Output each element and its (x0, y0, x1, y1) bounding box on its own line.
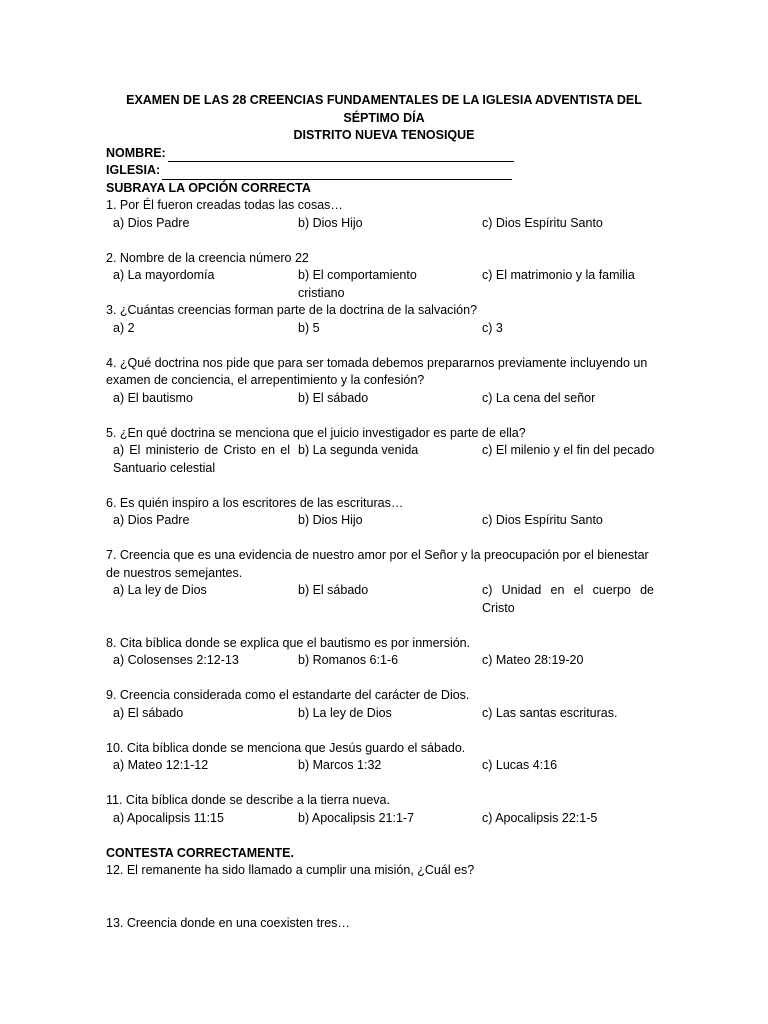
question-9 (106, 687, 662, 722)
options (106, 757, 662, 775)
option-b[interactable]: b) Apocalipsis 21:1-7 (298, 810, 415, 825)
option-a[interactable]: a) Mateo 12:1-12 (113, 758, 209, 772)
option-c[interactable]: c) Mateo 28:19-20 (482, 653, 584, 667)
question-text: 10. Cita bíblica donde se menciona que Jesús guardo el sábado. (106, 740, 466, 755)
option-a[interactable]: a) Colosenses 2:12-13 (113, 653, 239, 667)
option-a[interactable]: a) El bautismo (113, 390, 193, 405)
options (106, 267, 662, 302)
question-text: 5. ¿En qué doctrina se menciona que el juicio investigador es parte de ella? (106, 425, 526, 440)
question-text: 2. Nombre de la creencia número 22 (106, 250, 309, 265)
church-label: IGLESIA: (106, 163, 161, 177)
question-text: 4. ¿Qué doctrina nos pide que para ser tomada debemos prepararnos previamente incluyendo un examen de conciencia, el arrepentimiento y la confesión? (106, 355, 648, 387)
question-2 (106, 250, 662, 303)
options (106, 215, 662, 233)
exam-title (106, 92, 662, 145)
name-line[interactable] (168, 148, 514, 162)
option-b[interactable]: b) Dios Hijo (298, 513, 363, 527)
question-13-text: 13. Creencia donde en una coexisten tres… (106, 915, 350, 930)
option-c[interactable]: c) Dios Espíritu Santo (482, 215, 603, 230)
option-c[interactable]: c) Dios Espíritu Santo (482, 513, 603, 527)
option-a[interactable]: a) El ministerio de Cristo en el Santuario celestial (113, 443, 290, 475)
name-field (106, 145, 662, 163)
option-c[interactable]: c) Apocalipsis 22:1-5 (482, 810, 598, 825)
section-1-instruction: SUBRAYA LA OPCIÓN CORRECTA (106, 180, 311, 195)
question-text: 6. Es quién inspiro a los escritores de las escrituras… (106, 495, 404, 510)
option-a[interactable]: a) La mayordomía (113, 268, 215, 282)
option-a[interactable]: a) La ley de Dios (113, 583, 207, 597)
question-text: 3. ¿Cuántas creencias forman parte de la doctrina de la salvación? (106, 303, 478, 317)
option-a[interactable]: a) Dios Padre (113, 215, 190, 230)
question-text: 11. Cita bíblica donde se describe a la tierra nueva. (106, 793, 390, 807)
question-text: 1. Por Él fueron creadas todas las cosas… (106, 198, 343, 212)
question-text: 7. Creencia que es una evidencia de nuestro amor por el Señor y la preocupación por el bienestar de nuestros semejantes. (106, 548, 649, 580)
options (106, 512, 662, 530)
options (106, 390, 662, 408)
option-c[interactable]: c) El matrimonio y la familia (482, 268, 635, 282)
options (106, 582, 662, 617)
question-8 (106, 635, 662, 670)
option-c[interactable]: c) Las santas escrituras. (482, 705, 618, 720)
church-line[interactable] (162, 166, 512, 180)
options (106, 810, 662, 828)
option-b[interactable]: b) El comportamiento cristiano (298, 268, 417, 300)
question-11 (106, 792, 662, 827)
options (106, 705, 662, 723)
question-text: 8. Cita bíblica donde se explica que el bautismo es por inmersión. (106, 635, 471, 650)
option-b[interactable]: b) El sábado (298, 583, 369, 597)
option-b[interactable]: b) Romanos 6:1-6 (298, 653, 399, 667)
option-a[interactable]: a) 2 (113, 320, 135, 335)
option-c[interactable]: c) Unidad en el cuerpo de Cristo (482, 583, 654, 615)
option-c[interactable]: c) La cena del señor (482, 390, 596, 405)
option-b[interactable]: b) La ley de Dios (298, 705, 392, 720)
question-1 (106, 197, 662, 232)
question-4 (106, 355, 662, 408)
option-b[interactable]: b) Dios Hijo (298, 215, 363, 230)
name-label: NOMBRE: (106, 145, 166, 160)
option-c[interactable]: c) Lucas 4:16 (482, 758, 558, 772)
option-b[interactable]: b) Marcos 1:32 (298, 758, 382, 772)
option-c[interactable]: c) El milenio y el fin del pecado (482, 443, 655, 457)
options (106, 442, 662, 477)
question-7 (106, 547, 662, 617)
question-5 (106, 425, 662, 478)
option-a[interactable]: a) Dios Padre (113, 513, 190, 527)
option-b[interactable]: b) El sábado (298, 390, 369, 405)
option-b[interactable]: b) La segunda venida (298, 443, 419, 457)
option-a[interactable]: a) Apocalipsis 11:15 (113, 810, 224, 825)
question-12-text: 12. El remanente ha sido llamado a cumplir una misión, ¿Cuál es? (106, 863, 475, 877)
question-text: 9. Creencia considerada como el estandarte del carácter de Dios. (106, 688, 470, 702)
option-b[interactable]: b) 5 (298, 320, 320, 335)
option-a[interactable]: a) El sábado (113, 705, 184, 720)
title-line-1: EXAMEN DE LAS 28 CREENCIAS FUNDAMENTALES DE LA IGLESIA ADVENTISTA DEL SÉPTIMO DÍA (126, 93, 642, 125)
section-2-instruction: CONTESTA CORRECTAMENTE. (106, 845, 294, 860)
option-c[interactable]: c) 3 (482, 320, 503, 335)
question-6 (106, 495, 662, 530)
options (106, 320, 662, 338)
exam-content (106, 92, 662, 932)
title-line-2: DISTRITO NUEVA TENOSIQUE (293, 128, 475, 142)
question-3 (106, 302, 662, 337)
church-field (106, 162, 662, 180)
question-10 (106, 740, 662, 775)
options (106, 652, 662, 670)
